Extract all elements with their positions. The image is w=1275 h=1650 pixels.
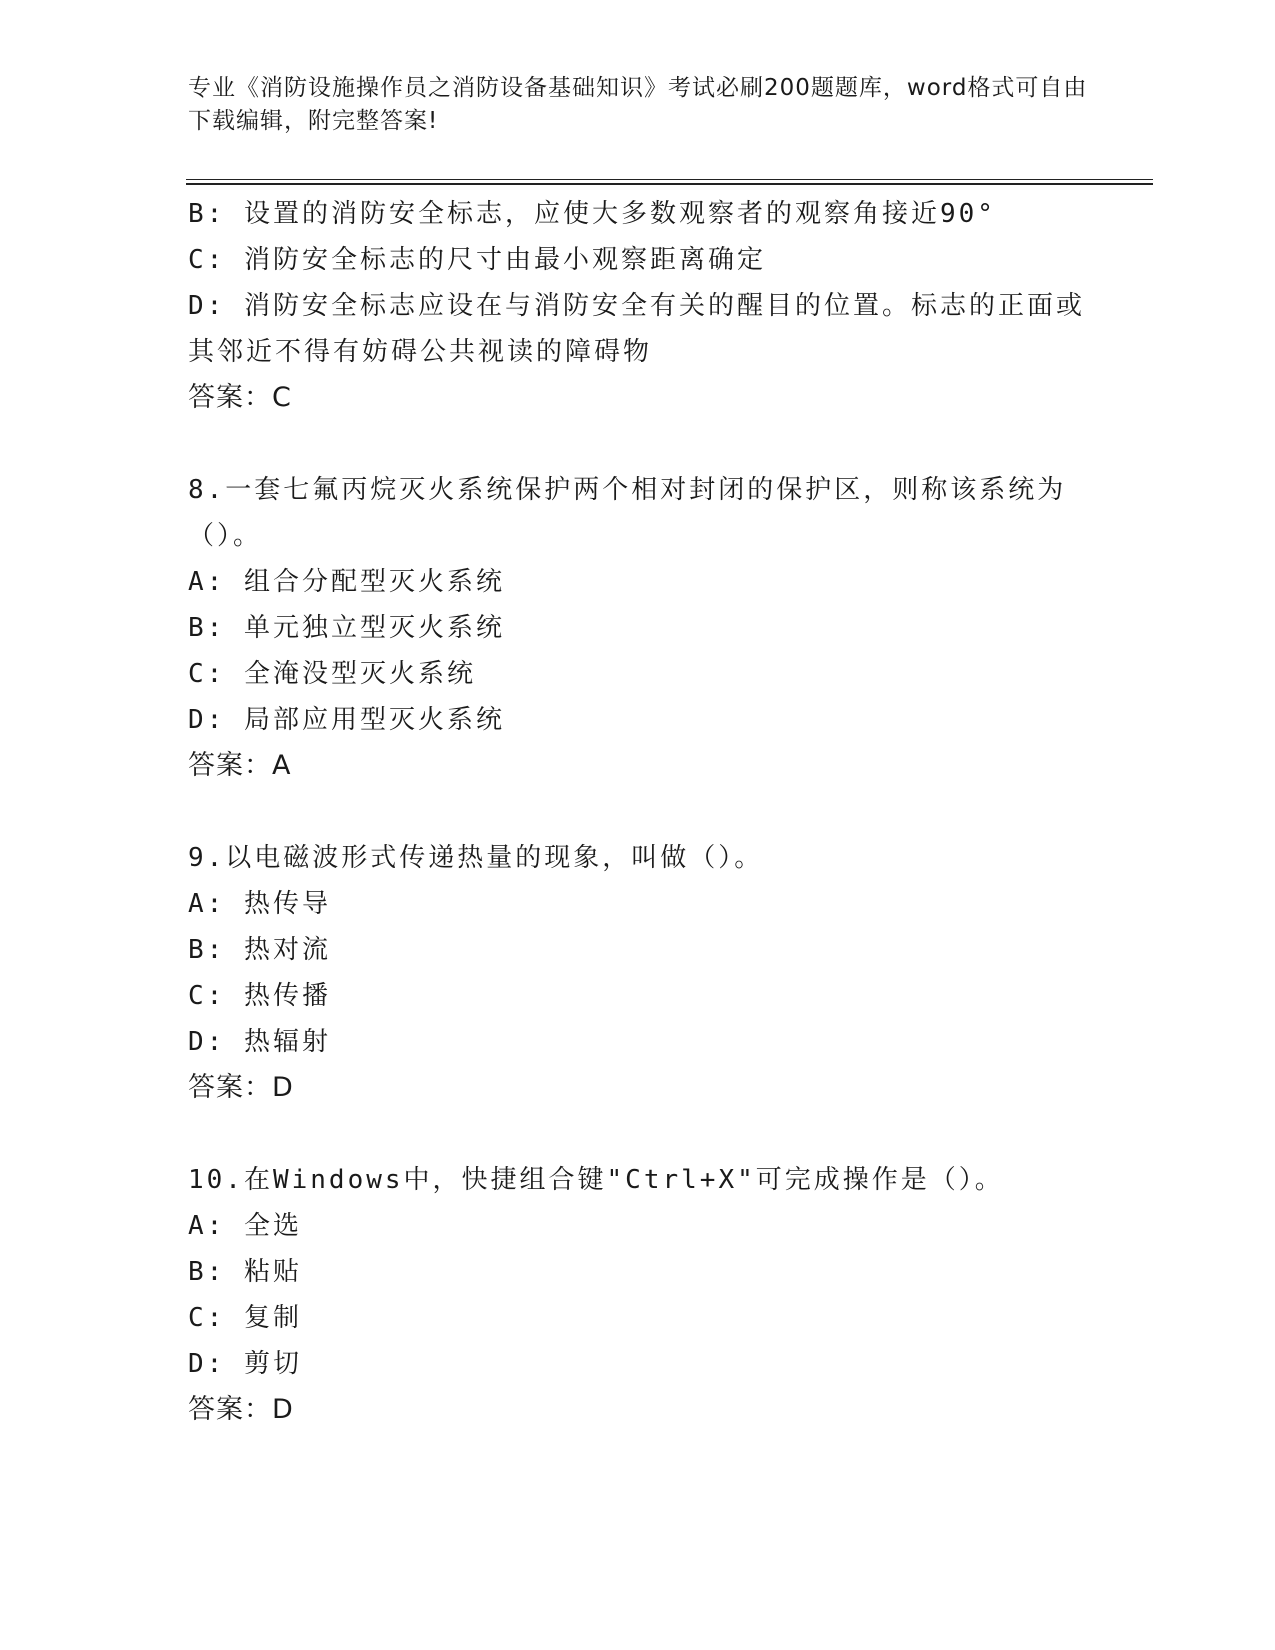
spacer xyxy=(188,421,1088,467)
option-d: D: 剪切 xyxy=(188,1349,302,1379)
question-stem: 9.以电磁波形式传递热量的现象，叫做（）。 xyxy=(188,843,764,873)
option-b: B: 单元独立型灭火系统 xyxy=(188,613,505,643)
document-header: 专业《消防设施操作员之消防设备基础知识》考试必刷200题题库，word格式可自由下载编辑，附完整答案! xyxy=(188,75,1088,134)
option-c: C: 消防安全标志的尺寸由最小观察距离确定 xyxy=(188,245,766,275)
question-8 xyxy=(188,467,1088,789)
option-c: C: 热传播 xyxy=(188,981,331,1011)
option-a: A: 组合分配型灭火系统 xyxy=(188,567,505,597)
option-b: B: 粘贴 xyxy=(188,1257,302,1287)
answer-line: 答案：D xyxy=(188,1072,294,1103)
option-a: A: 全选 xyxy=(188,1211,302,1241)
option-d-line-1: D: 消防安全标志应设在与消防安全有关的醒目的位置。标志的正面或 xyxy=(188,291,1085,321)
question-stem-line-1: 8.一套七氟丙烷灭火系统保护两个相对封闭的保护区，则称该系统为 xyxy=(188,475,1067,505)
option-d: D: 局部应用型灭火系统 xyxy=(188,705,505,735)
answer-line: 答案：C xyxy=(188,382,292,413)
question-10 xyxy=(188,1157,1088,1433)
question-9 xyxy=(188,835,1088,1111)
question-stem: 10.在Windows中，快捷组合键"Ctrl+X"可完成操作是（）。 xyxy=(188,1165,1004,1195)
option-b: B: 设置的消防安全标志，应使大多数观察者的观察角接近90° xyxy=(188,199,996,229)
option-c: C: 全淹没型灭火系统 xyxy=(188,659,476,689)
header-divider-top xyxy=(186,179,1153,180)
question-7-tail xyxy=(188,191,1088,421)
answer-line: 答案：D xyxy=(188,1394,294,1425)
option-c: C: 复制 xyxy=(188,1303,302,1333)
answer-line: 答案：A xyxy=(188,750,292,781)
option-d-line-2: 其邻近不得有妨碍公共视读的障碍物 xyxy=(188,337,653,367)
spacer xyxy=(188,789,1088,835)
question-content xyxy=(188,191,1088,1433)
option-d: D: 热辐射 xyxy=(188,1027,331,1057)
option-a: A: 热传导 xyxy=(188,889,331,919)
question-stem-line-2: （）。 xyxy=(188,521,263,551)
spacer xyxy=(188,1111,1088,1157)
header-divider-bottom xyxy=(186,183,1153,185)
option-b: B: 热对流 xyxy=(188,935,331,965)
